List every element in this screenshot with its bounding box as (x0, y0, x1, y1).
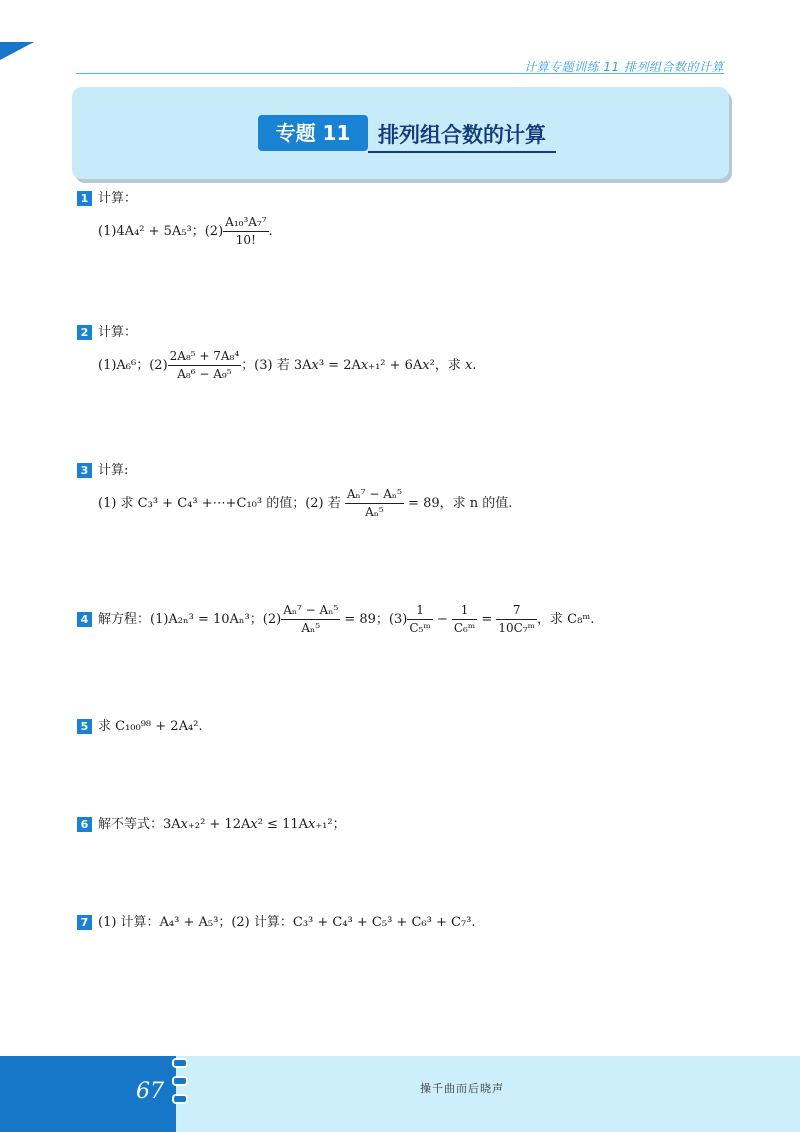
expression-tail: ，求 C₈ᵐ. (537, 611, 595, 627)
expression-tail: = 89，求 n 的值. (403, 495, 513, 511)
page-title: 排列组合数的计算 (378, 123, 546, 147)
problem-number: 6 (77, 817, 92, 832)
problem-text: 求 C₁₀₀⁹⁸ + 2A₄². (98, 719, 203, 734)
fraction (281, 602, 340, 637)
problem-text: (1) 计算：A₄³ + A₅³；(2) 计算：C₃³ + C₄³ + C₅³ + C₆³ + C₇³. (98, 915, 476, 930)
fraction (496, 602, 537, 637)
problem-number: 4 (77, 612, 92, 627)
numerator: 2A₈⁵ + 7A₈⁴ (168, 348, 242, 366)
fraction (452, 602, 477, 637)
corner-tab (0, 42, 34, 60)
problem-7 (77, 914, 475, 932)
problem-4 (77, 602, 594, 637)
expression-tail: = 89；(3) (340, 611, 408, 627)
expression-tail: ；(3) 若 3A𝑥³ = 2A𝑥₊₁² + 6A𝑥²，求 𝑥. (241, 357, 477, 373)
problem-text: 解不等式：3A𝑥₊₂² + 12A𝑥² ≤ 11A𝑥₊₁²； (98, 817, 346, 832)
problem-1 (77, 190, 273, 249)
topic-tag: 专题 11 (258, 115, 368, 151)
header-rule (76, 73, 724, 74)
footer-motto: 操千曲而后晓声 (420, 1082, 504, 1095)
denominator: 10C₇ᵐ (498, 620, 536, 635)
denominator: C₅ᵐ (409, 620, 431, 635)
denominator: A₈⁶ − A₉⁵ (177, 366, 232, 381)
operator: = (477, 611, 497, 627)
fraction (223, 214, 268, 249)
operator: − (432, 611, 452, 627)
fraction (168, 348, 242, 383)
problem-text: 计算： (98, 191, 138, 206)
numerator: Aₙ⁷ − Aₙ⁵ (281, 602, 340, 620)
problem-number: 1 (77, 191, 92, 206)
problem-3 (77, 462, 512, 521)
problem-expression: (1) 求 C₃³ + C₄³ +⋯+C₁₀³ 的值；(2) 若 (98, 495, 345, 511)
binder-rings-icon (172, 1058, 182, 1114)
denominator: 10! (235, 232, 256, 247)
problem-text: 计算: (98, 463, 129, 478)
numerator: 7 (496, 602, 537, 620)
problem-number: 3 (77, 463, 92, 478)
problem-expression: (1)A₆⁶；(2) (98, 357, 168, 373)
running-head: 计算专题训练 11 排列组合数的计算 (524, 60, 724, 74)
fraction (345, 486, 404, 521)
numerator: 1 (407, 602, 432, 620)
title-underline (368, 151, 556, 153)
numerator: 1 (452, 602, 477, 620)
numerator: A₁₀³A₇⁷ (223, 214, 268, 232)
page-number: 67 (136, 1079, 164, 1104)
problem-5 (77, 718, 203, 736)
problem-number: 5 (77, 719, 92, 734)
problem-6 (77, 816, 346, 834)
problem-expression: (1)4A₄² + 5A₅³；(2) (98, 223, 224, 239)
denominator: C₆ᵐ (453, 620, 476, 635)
fraction (407, 602, 432, 637)
problem-number: 7 (77, 915, 92, 930)
title-banner (72, 87, 729, 179)
problem-number: 2 (77, 325, 92, 340)
denominator: Aₙ⁵ (365, 504, 384, 519)
problem-text: 计算： (98, 325, 138, 340)
denominator: Aₙ⁵ (301, 620, 321, 635)
problem-text: 解方程：(1)A₂ₙ³ = 10Aₙ³；(2) (98, 611, 282, 627)
problem-2 (77, 324, 476, 383)
expression-tail: . (268, 223, 273, 239)
numerator: Aₙ⁷ − Aₙ⁵ (345, 486, 404, 504)
